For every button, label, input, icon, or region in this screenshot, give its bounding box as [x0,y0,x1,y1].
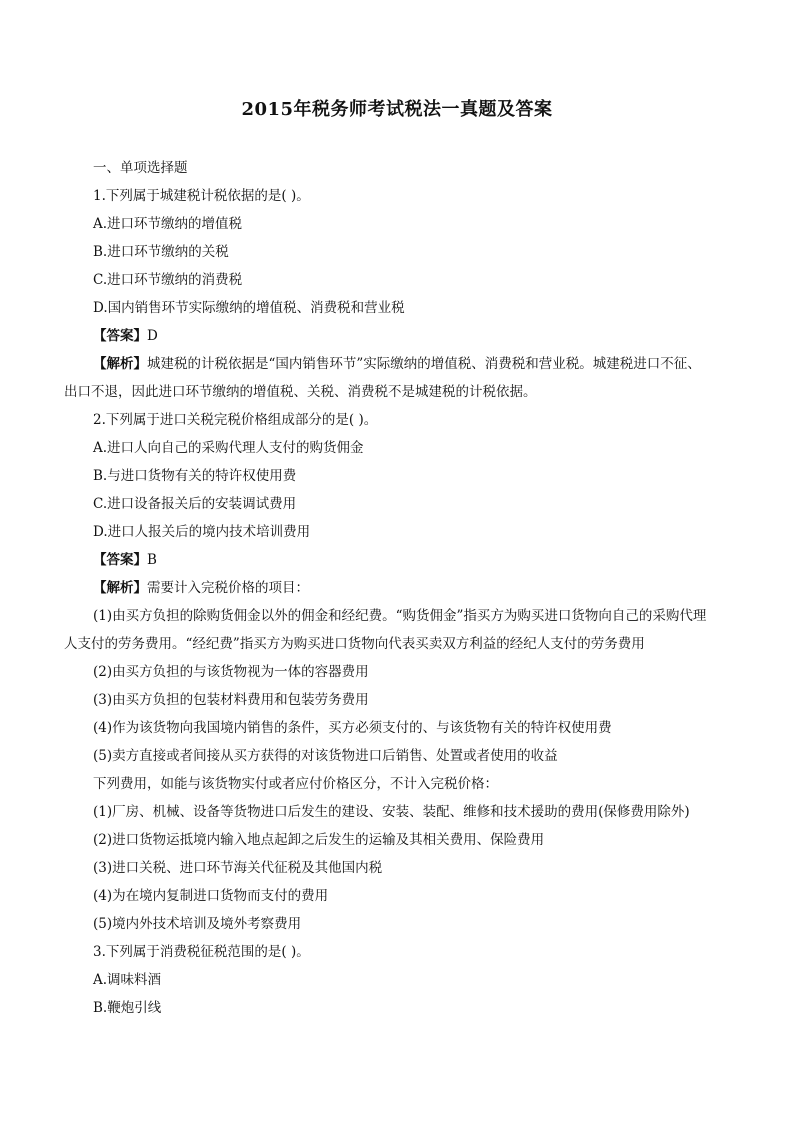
analysis-text: 需要计入完税价格的项目： [147,580,309,596]
q2-included-item-2: (2)由买方负担的与该货物视为一体的容器费用 [93,664,369,680]
q1-option-b: B.进口环节缴纳的关税 [93,244,229,260]
q1-stem: 1.下列属于城建税计税依据的是( )。 [93,188,310,204]
q2-option-a: A.进口人向自己的采购代理人支付的购货佣金 [93,440,364,456]
q2-included-item-4: (4)作为该货物向我国境内销售的条件，买方必须支付的、与该货物有关的特许权使用费 [93,720,612,736]
analysis-label: 【解析】 [93,580,147,596]
q3-stem: 3.下列属于消费税征税范围的是( )。 [93,944,310,960]
answer-value: B [147,552,157,568]
q2-excluded-intro: 下列费用，如能与该货物实付或者应付价格区分，不计入完税价格： [93,776,498,792]
q2-option-d: D.进口人报关后的境内技术培训费用 [93,524,311,540]
q1-option-d: D.国内销售环节实际缴纳的增值税、消费税和营业税 [93,300,405,316]
page-title: 2015年税务师考试税法一真题及答案 [241,99,553,120]
q2-included-item-1-line2: 人支付的劳务费用。“经纪费”指买方为购买进口货物向代表买卖双方利益的经纪人支付的劳务费用 [64,636,645,652]
q1-option-c: C.进口环节缴纳的消费税 [93,272,243,288]
answer-label: 【答案】 [93,552,147,568]
q2-analysis-intro [93,579,309,597]
q2-stem: 2.下列属于进口关税完税价格组成部分的是( )。 [93,412,378,428]
q2-included-item-5: (5)卖方直接或者间接从买方获得的对该货物进口后销售、处置或者使用的收益 [93,748,558,764]
q2-answer [93,551,157,569]
answer-value: D [147,328,158,344]
q1-answer [93,327,158,345]
q2-option-b: B.与进口货物有关的特许权使用费 [93,468,297,484]
q2-excluded-item-4: (4)为在境内复制进口货物而支付的费用 [93,888,329,904]
q1-option-a: A.进口环节缴纳的增值税 [93,216,243,232]
q3-option-a: A.调味料酒 [93,972,162,988]
q1-analysis-line2: 出口不退，因此进口环节缴纳的增值税、关税、消费税不是城建税的计税依据。 [64,384,537,400]
q3-option-b: B.鞭炮引线 [93,1000,162,1016]
answer-label: 【答案】 [93,328,147,344]
q2-excluded-item-5: (5)境内外技术培训及境外考察费用 [93,916,302,932]
q2-excluded-item-1: (1)厂房、机械、设备等货物进口后发生的建设、安装、装配、维修和技术援助的费用(保修费用除外) [93,804,690,820]
q2-included-item-1-line1: (1)由买方负担的除购货佣金以外的佣金和经纪费。“购货佣金”指买方为购买进口货物向自己的采购代理 [93,608,707,624]
analysis-label: 【解析】 [93,356,147,372]
q1-analysis-line1 [93,355,701,373]
q2-included-item-3: (3)由买方负担的包装材料费用和包装劳务费用 [93,692,369,708]
q2-excluded-item-2: (2)进口货物运抵境内输入地点起卸之后发生的运输及其相关费用、保险费用 [93,832,545,848]
analysis-text: 城建税的计税依据是“国内销售环节”实际缴纳的增值税、消费税和营业税。城建税进口不征、 [147,356,701,372]
q2-option-c: C.进口设备报关后的安装调试费用 [93,496,297,512]
q2-excluded-item-3: (3)进口关税、进口环节海关代征税及其他国内税 [93,860,383,876]
section-heading: 一、单项选择题 [93,160,188,176]
